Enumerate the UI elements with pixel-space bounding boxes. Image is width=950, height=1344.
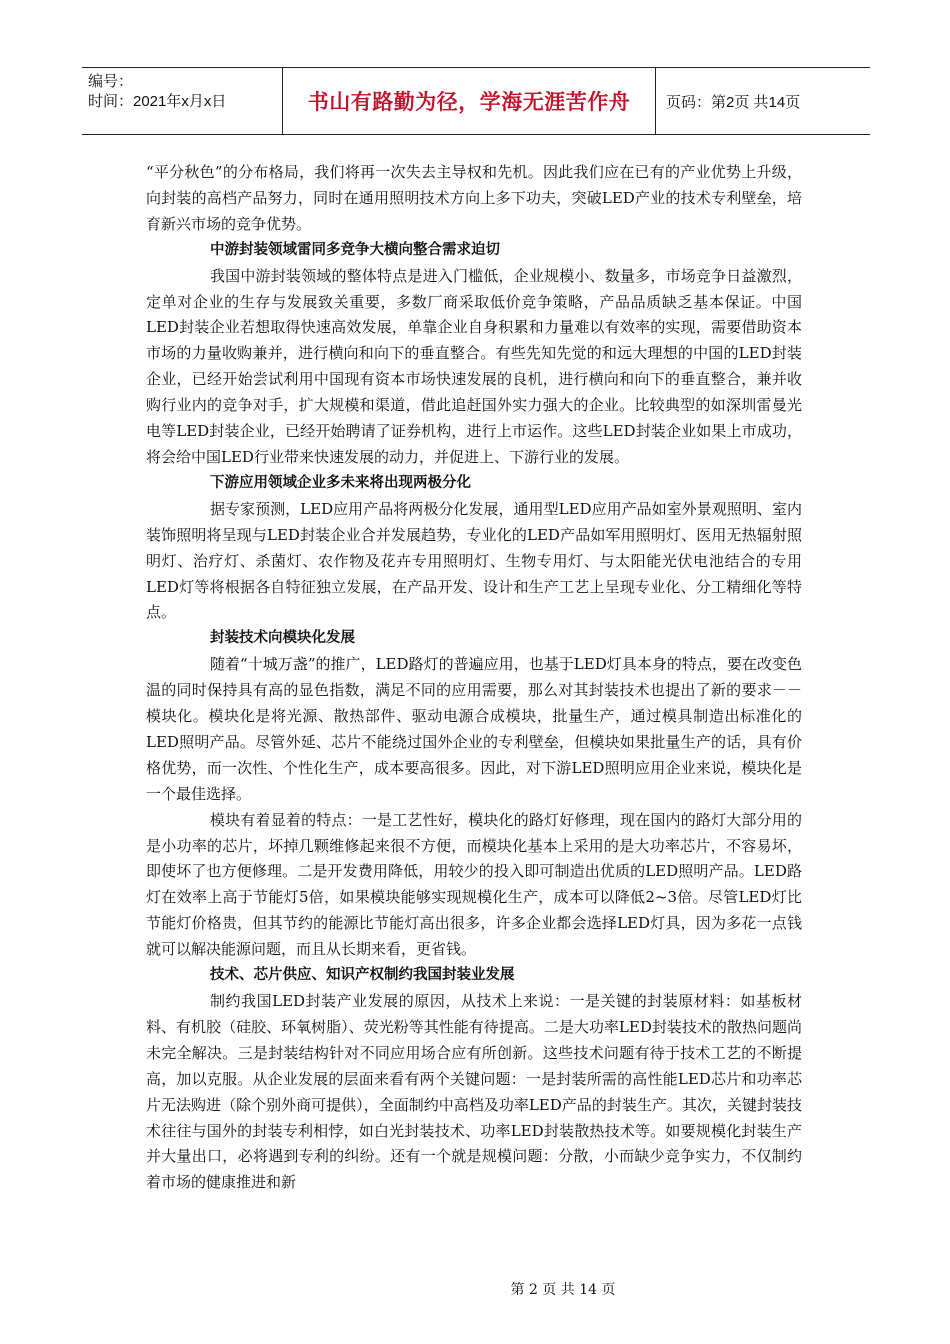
section-heading-modular-packaging: 封装技术向模块化发展 — [210, 630, 355, 647]
document-date-label: 时间：2021年x月x日 — [88, 93, 227, 110]
header-meta-cell — [82, 68, 283, 134]
section-heading-downstream-application: 下游应用领域企业多未来将出现两极分化 — [210, 474, 471, 491]
section-heading-constraints: 技术、芯片供应、知识产权制约我国封装业发展 — [210, 967, 515, 984]
document-number-label: 编号： — [88, 73, 134, 90]
paragraph-midstream-packaging: 我国中游封装领域的整体特点是进入门槛低，企业规模小、数量多，市场竞争日益激烈，定单对企业的生存与发展致关重要，多数厂商采取低价竞争策略，产品品质缺乏基本保证。中国LED封装企业若想取得快速高效发展，单靠企业自身积累和力量难以有效率的实现，需要借助资本市场的力量收购兼并，进行横向和向下的垂直整合。有些先知先觉的和远大理想的中国的LED封装企业，已经开始尝试利用中国现有资本市场快速发展的良机，进行横向和向下的垂直整合，兼并收购行业内的竞争对手，扩大规模和渠道，借此追赶国外实力强大的企业。比较典型的如深圳雷曼光电等LED封装企业，已经开始聘请了证券机构，进行上市运作。这些LED封装企业如果上市成功，将会给中国LED行业带来快速发展的动力，并促进上、下游行业的发展。 — [146, 266, 802, 466]
document-body — [146, 160, 802, 1196]
page-footer: 第 2 页 共 14 页 — [510, 1282, 616, 1298]
paragraph-module-features: 模块有着显着的特点：一是工艺性好，模块化的路灯好修理，现在国内的路灯大部分用的是小功率的芯片，坏掉几颗维修起来很不方便，而模块化基本上采用的是大功率芯片，不容易坏，即使坏了也方便修理。二是开发费用降低，用较少的投入即可制造出优质的LED照明产品。LED路灯在效率上高于节能灯5倍，如果模块能够实现规模化生产，成本可以降低2~3倍。尽管LED灯比节能灯价格贵，但其节约的能源比节能灯高出很多，许多企业都会选择LED灯具，因为多花一点钱就可以解决能源问题，而且从长期来看，更省钱。 — [146, 810, 802, 959]
paragraph-continuation: “平分秋色”的分布格局，我们将再一次失去主导权和先机。因此我们应在已有的产业优势上升级，向封装的高档产品努力，同时在通用照明技术方向上多下功夫，突破LED产业的技术专利壁垒，培育新兴市场的竞争优势。 — [146, 163, 802, 233]
paragraph-constraints: 制约我国LED封装产业发展的原因，从技术上来说：一是关键的封装原材料：如基板材料、有机胶（硅胶、环氧树脂）、荧光粉等其性能有待提高。二是大功率LED封装技术的散热问题尚未完全解决。三是封装结构针对不同应用场合应有所创新。这些技术问题有待于技术工艺的不断提高，加以克服。从企业发展的层面来看有两个关键问题：一是封装所需的高性能LED芯片和功率芯片无法购进（除个别外商可提供），全面制约中高档及功率LED产品的封装生产。其次，关键封装技术往往与国外的封装专利相悖，如白光封装技术、功率LED封装散热技术等。如要规模化封装生产并大量出口，必将遇到专利的纠纷。还有一个就是规模问题：分散，小而缺少竞争实力，不仅制约着市场的健康推进和新 — [146, 992, 802, 1192]
header-motto: 书山有路勤为径，学海无涯苦作舟 — [283, 68, 656, 134]
paragraph-modular-packaging: 随着“十城万盏”的推广，LED路灯的普遍应用，也基于LED灯具本身的特点，要在改变色温的同时保持具有高的显色指数，满足不同的应用需要，那么对其封装技术也提出了新的要求－－模块化。模块化是将光源、散热部件、驱动电源合成模块，批量生产，通过模具制造出标准化的LED照明产品。尽管外延、芯片不能绕过国外企业的专利壁垒，但模块如果批量生产的话，具有价格优势，而一次性、个性化生产，成本要高很多。因此，对下游LED照明应用企业来说，模块化是一个最佳选择。 — [146, 655, 802, 803]
header-page-info: 页码：第2页 共14页 — [666, 93, 801, 111]
section-heading-midstream-packaging: 中游封装领域雷同多竞争大横向整合需求迫切 — [210, 241, 500, 258]
paragraph-downstream-application: 据专家预测，LED应用产品将两极分化发展，通用型LED应用产品如室外景观照明、室内装饰照明将呈现与LED封装企业合并发展趋势，专业化的LED产品如军用照明灯、医用无热辐射照明灯、治疗灯、杀菌灯、农作物及花卉专用照明灯、生物专用灯、与太阳能光伏电池结合的专用LED灯等将根据各自特征独立发展，在产品开发、设计和生产工艺上呈现专业化、分工精细化等特点。 — [146, 499, 802, 622]
document-header — [82, 67, 870, 135]
